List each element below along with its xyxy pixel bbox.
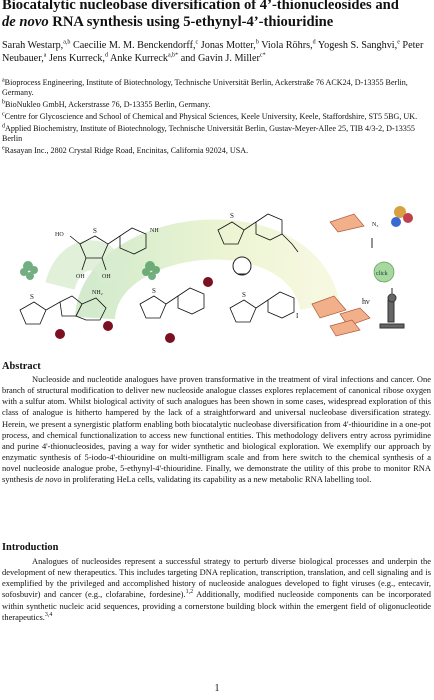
ribbon-dot-3 [165,333,175,343]
affiliation-entry [2,100,430,110]
oh-label-1: OH [76,274,85,280]
abstract-body: Nucleoside and nucleotide analogues have proven transformative in the treatment of viral infections and cancer. One branch of structural modification to deliver new nucleoside analogue classes explores replacement of canonical ribose oxygen with a sulfur atom. Whilst biological activity of such analogues has been shown in some cases, widespread exploration of this class of analogue is hitherto hampered by the lack of a straightforward and universal nucleobase diversification strategy. Herein, we present a synergistic platform enabling both biocatalytic nucleobase diversification from 4'-thiouridine in a one-pot process, and chemical functionalization to access new functional entities. This methodology delivers entry across pyrimidine and purine 4'-thionucleosides, paving a way for wider synthetic and biological exploration. We exemplify our approach by enzymatic synthesis of 5-iodo-4'-thiouridine on multi-milligram scale and from here switch to the chemical synthesis of a novel nucleoside analogue probe, 5-ethynyl-4'-thiouridine. Finally, we demonstrate the utility of this probe to monitor RNA synthesis [2,374,431,485]
abstract-heading: Abstract [2,361,41,372]
affiliation-text: Bioprocess Engineering, Institute of Biotechnology, Technische Universität Berlin, Ackerstraße 76 ACK24, D-13355 Berlin, Germany. [2,78,408,98]
author-list [2,40,430,65]
click-label: click [376,271,388,277]
author-name: Caecilie M. M. Benckendorff, [70,40,196,51]
affiliation-entry [2,146,430,156]
author-affiliation-marker: d [104,52,108,59]
affiliation-text: Centre for Glycoscience and School of Chemical and Physical Sciences, Keele University, Keele, Staffordshire, ST5 5BG, UK. [4,112,418,121]
author-name: Jens Kurreck, [46,52,105,64]
iodo-nucleoside [230,292,294,322]
affiliation-entry [2,78,430,99]
ribbon-dot-1 [55,329,65,339]
affiliation-marker: b [2,99,5,106]
sulfur-label-5: S [230,212,234,220]
abstract-italic: de novo [35,474,62,485]
intro-citation-1: 1,2 [185,589,194,596]
author-name: Yogesh S. Sanghvi, [315,40,398,51]
introduction-heading: Introduction [2,542,59,553]
azide-label: N₃ [372,222,379,228]
affiliation-marker: e [2,145,5,152]
oh-label-2: OH [102,274,111,280]
affiliation-text: Rasayan Inc., 2802 Crystal Ridge Road, Encinitas, California 92024, USA. [4,146,249,155]
affiliation-marker: c [2,111,5,118]
affiliation-marker: a [2,77,5,84]
sulfur-label-2: S [30,293,34,301]
abstract-text [2,374,431,486]
author-affiliation-marker: c [195,39,199,46]
author-affiliation-marker: b [255,39,259,46]
title-line-1: Biocatalytic nucleobase diversification of 4’-thionucleosides and [2,0,399,13]
title-line-2 [2,14,432,31]
intro-body: Analogues of nucleosides represent a successful strategy to perturb diverse biological processes and underpin the development of new therapeutics. This includes targeting DNA replication, transcription, translation, and cell signaling and is exemplified by the privileged and accomplished history of nucleoside analogues developed to fight viruses (e.g., entecavir, sofosbuvir) and cancer (e.g., clofarabine, fordesine). [2,556,431,600]
author-name: and Gavin J. Miller [178,52,260,64]
author-name: Jonas Motter, [198,40,256,51]
hv-label: hν [362,297,370,306]
sulfur-label-3: S [152,287,156,295]
affiliation-text: BioNukleo GmbH, Ackerstrasse 76, D-13355 Berlin, Germany. [5,100,211,110]
nh2-label: NH₂ [92,290,103,296]
iodo-label: I [296,312,299,320]
author-affiliation-marker: a [43,52,47,59]
sulfur-label: S [93,227,97,235]
page-number: 1 [214,683,220,694]
title-line-2-rest: RNA synthesis using 5-ethynyl-4’-thiouridine [48,14,334,30]
azide-dye-structure [391,206,413,227]
author-affiliation-marker: d [312,39,316,46]
author-name: Sarah Westarp, [2,40,64,51]
affiliation-entry [2,112,430,122]
ho-label: HO [55,232,64,238]
enzyme-icon-1 [20,261,38,280]
affiliation-entry [2,124,430,145]
ribbon-dot-2 [103,321,113,331]
abstract-tail: in proliferating HeLa cells, validating its capability as a new metabolic RNA labelling tool. [61,474,372,485]
sulfur-label-4: S [242,291,246,299]
author-affiliation-marker: e [397,39,400,46]
graphical-abstract [0,186,434,354]
nh-label: NH [150,228,159,234]
author-affiliation-marker: a,b* [167,52,179,59]
introduction-text [2,556,431,623]
affiliation-marker: d [2,123,5,130]
lightbulb-icon [233,257,251,275]
title-italic: de novo [2,14,49,30]
intro-body-2: Additionally, modified nucleoside components can be incorporated within synthetic nucleic acid sequences, providing a cornerstone building block within the emergent field of oligonucleotide therapeutics. [2,589,432,622]
paper-title [2,0,432,31]
affiliation-text: Applied Biochemistry, Institute of Biotechnology, Technische Universität Berlin, Gustav-Meyer-Allee 25, TIB 4/3-2, D-13355 Berlin [2,123,415,144]
author-affiliation-marker: c* [259,52,266,59]
author-name: Anke Kurreck [107,52,168,64]
author-affiliation-marker: a,b [63,39,71,46]
author-name: Peter Neubauer, [2,40,424,64]
ribbon-dot-4 [203,277,213,287]
intro-citation-2: 3,4 [44,611,53,618]
author-name: Viola Röhrs, [258,40,313,51]
affiliations [2,78,430,158]
middle-nucleoside [140,288,204,318]
